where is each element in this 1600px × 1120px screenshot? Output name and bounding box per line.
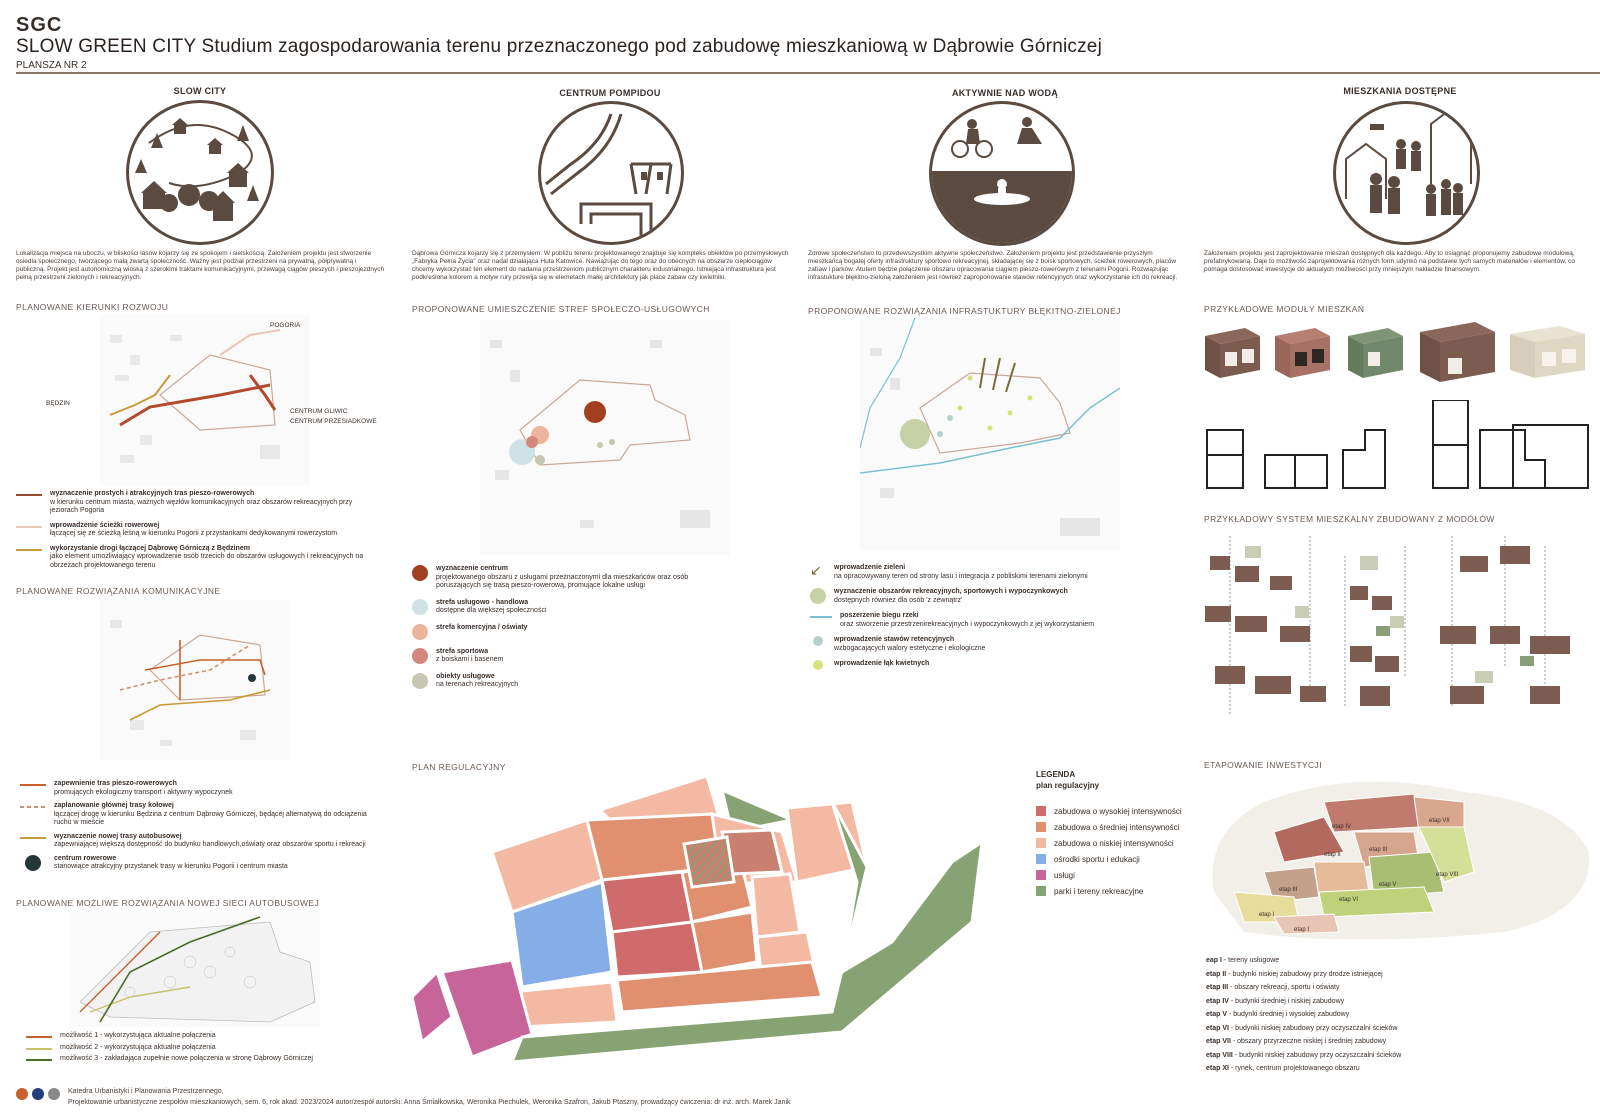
section-title-komunikacja: PLANOWANE ROZWIĄZANIA KOMUNIKACYJNE <box>16 586 221 596</box>
aktywnie-nad-woda-description: Zdrowe społeczeństwo to przedewszystkim aktywne społeczeństwo. Założeniem projektu jest przedstawienie przyszłym mieszkańcą bogatej oferty infrastruktury sportowo rekreacyjnej, składającej się z boisk sportowych, ścieżek rowerowych, placów zabaw i parków. Atutem będzie połączenie obszaru opracowania ciągiem pieszo-rowerowym z terenami Pogorii. Rozwiązując infrastukture błękitno-zieloną założeniem jest również zaproponowanie stawów retencyjnych oraz wykorzystanie ich do rekreacji. <box>808 250 1178 281</box>
legend-swatch <box>26 1059 52 1061</box>
map-autobus <box>70 912 320 1027</box>
legend-title: wyznaczenie centrum <box>436 565 508 572</box>
plan-legend-item <box>1036 870 1216 880</box>
plan-legend-item <box>1036 886 1216 896</box>
legend-swatch <box>1036 822 1046 832</box>
phase-desc: - obszary przyrzeczne niskiej i średniej zabudowy <box>1232 1038 1387 1045</box>
legend-title: poszerzenie biegu rzeki <box>840 612 919 619</box>
legend-kierunki <box>16 490 376 570</box>
phase-key: etap III <box>1206 984 1229 991</box>
legend-item <box>16 545 376 571</box>
legend-strefy <box>412 565 732 690</box>
legend-swatch <box>1036 886 1046 896</box>
legend-desc: dostępne dla większej społeczności <box>436 607 547 614</box>
legend-title: zaplanowanie głównej trasy kołowej <box>54 802 174 809</box>
section-title-etapowanie: ETAPOWANIE INWESTYCJI <box>1204 760 1322 770</box>
phase-item <box>1206 1062 1591 1076</box>
plan-legend-item <box>1036 854 1216 864</box>
phase-key: etap V <box>1206 1011 1228 1018</box>
legend-swatch <box>1036 854 1046 864</box>
legend-swatch <box>1036 806 1046 816</box>
label-bedzin: BĘDZIN <box>46 400 70 407</box>
legend-title: wyznaczenie nowej trasy autobusowej <box>54 832 182 840</box>
legend-label: parki i tereny rekreacyjne <box>1054 886 1144 896</box>
plan-legend-subtitle: plan regulacyjny <box>1036 781 1100 790</box>
legend-title: wykorzystanie drogi łączącej Dąbrowę Górniczą z Będzinem <box>50 544 250 552</box>
map-komunikacja <box>100 600 290 760</box>
legend-swatch <box>20 784 46 786</box>
phase-key: etap XI <box>1206 1065 1229 1072</box>
legend-desc: stanowiące atrakcyjny przystanek trasy w kierunku Pogorii i centrum miasta <box>54 863 288 870</box>
legend-label: możliwość 2 - wykorzystująca aktualne połączenia <box>60 1043 216 1051</box>
legend-label: zabudowa o średniej intensywności <box>1054 822 1180 832</box>
legend-swatch <box>412 565 428 581</box>
phase-key: etap VII <box>1206 1038 1231 1045</box>
legend-desc: jako element umożliwiający wprowadzenie osób trzecich do obszarów usługowych i rekreacyjnych na obrzeżach projektowanego terenu <box>50 553 364 569</box>
phase-item <box>1206 1049 1591 1063</box>
column-title-slow-city: SLOW CITY <box>173 86 227 96</box>
phase-label: etap II <box>1324 852 1341 858</box>
label-centrum-przesiadkowe: CENTRUM PRZESIADKOWE <box>290 418 377 425</box>
plan-legend-item <box>1036 838 1216 848</box>
legend-item <box>26 1044 386 1053</box>
legend-infra <box>810 564 1150 670</box>
legend-label: możliwość 3 - zakładająca zupełnie nowe połączenia w stronę Dąbrowy Górniczej <box>60 1055 313 1062</box>
legend-title: strefa komercyjna / oświaty <box>436 623 528 631</box>
legend-item <box>810 564 1150 581</box>
phase-item <box>1206 954 1591 968</box>
legend-desc: promujących ekologiczny transport i aktywny wypoczynek <box>54 788 233 796</box>
section-title-strefy: PROPONOWANE UMIESZCZENIE STREF SPOŁECZO-USŁUGOWYCH <box>412 304 710 314</box>
legend-desc: wzbogacających walory estetyczne i ekologiczne <box>834 644 986 652</box>
legend-swatch <box>412 673 428 689</box>
legend-desc: oraz stworzenie przestrzenirekreacyjnych i wypoczynkowych z jej wykorzystaniem <box>840 620 1095 628</box>
footer-line-1: Katedra Urbanistyki i Planowania Przestrzennego, <box>68 1088 224 1095</box>
section-title-infra: PROPONOWANE ROZWIĄZANIA INFRASTUKTURY BŁĘKITNO-ZIELONEJ <box>808 306 1121 316</box>
section-title-plan: PLAN REGULACYJNY <box>412 762 506 772</box>
slow-city-illustration <box>126 100 274 245</box>
legend-item <box>20 855 380 872</box>
legend-desc: w kierunku centrum miasta, ważnych węzłów komunikacyjnych oraz obszarów rekreacyjnych przy jeziorach Pogoria <box>50 498 353 514</box>
centrum-pompidou-illustration <box>538 101 684 245</box>
legend-desc: na opracowywany teren od strony lasu i integracja z pobliskimi terenami zielonymi <box>834 572 1088 580</box>
legend-autobus <box>26 1032 386 1064</box>
legend-label: możliwość 1 - wykorzystująca aktualne połączenia <box>60 1032 216 1039</box>
faculty-logo-icon <box>32 1088 44 1100</box>
phase-list <box>1206 954 1591 1076</box>
legend-item <box>810 588 1150 605</box>
mieszkania-dostepne-illustration <box>1333 101 1480 245</box>
legend-title: strefa sportowa <box>436 647 489 655</box>
label-centrum-gliwic: CENTRUM GLIWIC <box>290 408 348 415</box>
department-logo-icon <box>48 1088 60 1100</box>
phase-item <box>1206 968 1591 982</box>
modular-system-diagram <box>1200 526 1590 736</box>
phase-key: etap IV <box>1206 997 1229 1005</box>
legend-label: usługi <box>1054 870 1075 880</box>
phase-desc: - budynki średniej i wysokiej zabudowy <box>1228 1011 1350 1018</box>
phase-desc: - budynki niskiej zabudowy przy oczyszczalni ścieków <box>1234 1051 1402 1059</box>
regulatory-plan <box>412 772 1012 1062</box>
legend-swatch <box>16 526 42 528</box>
legend-item <box>412 648 732 665</box>
legend-desc: łączącej drogę w kierunku Będzina z centrum Dąbrowy Górniczej, będącej alternatywą do odciążenia ruchu w mieście <box>54 810 367 826</box>
legend-swatch <box>813 636 823 646</box>
legend-item <box>20 833 380 850</box>
legend-swatch <box>412 648 428 664</box>
section-title-kierunki: PLANOWANE KIERUNKI ROZWOJU <box>16 302 169 312</box>
legend-desc: z boiskami i basenem <box>436 656 504 663</box>
module-brown <box>1205 328 1260 378</box>
legend-swatch <box>412 599 428 615</box>
legend-item <box>412 599 732 616</box>
centrum-pompidou-description: Dąbrowa Górnicza kojarzy się z przemysłem. W pobliżu terenu projektowanego znajduje się kompleks obiektów po przemysłowych „Fabryka Pełna Życia" oraz nadal działająca Huta Katowice. Nawiązując do tego oraz do obecnych na obszarze ciepłociągów chcemy wykorzystać ten element do nadania przestrzeniom publicznym charakteru industrialnego. Istniejąca infrastruktura jest podkreślona kolorem a motyw rury przewija się w elemetach małej architektury jak place zabaw czy kwietniki. <box>412 250 789 281</box>
phase-label: etap VII <box>1429 818 1450 824</box>
legend-title: wyznaczenie obszarów rekreacyjnych, sportowych i wypoczynkowych <box>834 588 1068 595</box>
legend-item <box>412 673 732 690</box>
legend-swatch <box>26 1036 52 1038</box>
legend-item <box>16 490 376 516</box>
legend-item <box>412 624 732 640</box>
plan-legend-title: LEGENDA <box>1036 770 1076 779</box>
phase-key: eap I <box>1206 957 1222 964</box>
legend-swatch <box>20 806 46 808</box>
legend-title: obiekty usługowe <box>436 672 495 680</box>
footer-logos <box>16 1088 60 1100</box>
legend-swatch <box>412 624 428 640</box>
legend-title: wprowadzenie stawów retencyjnych <box>834 636 955 643</box>
legend-komunikacja <box>20 780 380 872</box>
university-logo-icon <box>16 1088 28 1100</box>
phase-label: etap VI <box>1339 897 1359 903</box>
phase-desc: - budynki średniej i niskiej zabudowy <box>1230 997 1345 1005</box>
phase-desc: - budynki niskiej zabudowy przy drodze istniejącej <box>1228 970 1383 978</box>
legend-desc: dostępnych również dla osób 'z zewnątrz' <box>834 596 963 604</box>
phase-item <box>1206 1035 1591 1049</box>
page-title: SLOW GREEN CITY Studium zagospodarowania terenu przeznaczonego pod zabudowę mieszkaniową w Dąbrowie Górniczej <box>16 36 1102 57</box>
legend-title: strefa usługowo - handlowa <box>436 598 529 606</box>
plan-legend-item <box>1036 806 1216 816</box>
phasing-map <box>1204 772 1594 942</box>
legend-desc: łączącej się ze ścieżką leśną w kierunku Pogorii z przystankami dedykowanymi rowerzystom <box>50 530 338 537</box>
mieszkania-dostepne-description: Założeniem projektu jest zaprojektowanie mieszań dostępnych dla każdego. Aby to osiągnąć proponujemy zabudowe modułową, prefabrykowaną. Daje to możliwość zaprojektowania różnych form udynkó na podstawie tych samych materiałów i elementów, co pomaga dostosować inwestycje do aktualych możliwości przy mniejszym nakładzie finansowym. <box>1204 250 1576 273</box>
modules-row <box>1200 318 1590 388</box>
sheet-number: PLANSZA NR 2 <box>16 60 87 71</box>
plan-legend-item <box>1036 822 1216 832</box>
legend-swatch <box>26 1048 52 1050</box>
phase-item <box>1206 1008 1591 1022</box>
legend-title: zapewnienie tras pieszo-rowerowych <box>54 780 177 787</box>
phase-label: etap I <box>1294 927 1310 933</box>
legend-item <box>20 802 380 828</box>
footer-line-2: Projektowanie urbanistyczne zespołów mieszkaniowych, sem. 6, rok akad. 2023/2024 autor/zespół autorski: Anna Śmiałkowska, Weronika Piechulek, Weronika Szafron, Jakub Ptaszny, prowadzący ćwiczenia: dr inż. arch. Marek Janik <box>68 1099 791 1106</box>
legend-title: wprowadzenie ścieżki rowerowej <box>50 521 160 529</box>
column-title-centrum-pompidou: CENTRUM POMPIDOU <box>559 88 661 98</box>
legend-swatch <box>20 837 46 839</box>
legend-swatch <box>810 588 826 604</box>
header-divider <box>16 72 1600 74</box>
phase-desc: - budynki niskiej zabudowy przy oczyszczalni ścieków <box>1230 1024 1398 1032</box>
map-kierunki-rozwoju <box>100 315 310 485</box>
section-title-system: PRZYKŁADOWY SYSTEM MIESZKALNY ZBUDOWANY Z MODÓŁÓW <box>1204 514 1495 524</box>
legend-label: zabudowa o wysokiej intensywności <box>1054 806 1182 816</box>
label-pogoria: POGORIA <box>270 322 301 329</box>
phase-label: etap V <box>1379 882 1397 888</box>
phase-label: etap III <box>1369 847 1388 853</box>
legend-item <box>20 780 380 797</box>
phase-label: etap IV <box>1332 824 1352 830</box>
legend-label: ośrodki sportu i edukacji <box>1054 854 1140 864</box>
legend-desc: na terenach rekreacyjnych <box>436 681 519 688</box>
legend-swatch <box>16 549 42 551</box>
section-title-moduly: PRZYKŁADOWE MODUŁY MIESZKAŃ <box>1204 304 1365 314</box>
phase-label: etap VIII <box>1436 872 1459 878</box>
legend-title: centrum rowerowe <box>54 854 117 862</box>
phase-desc: - obszary rekreacji, sportu i oświaty <box>1230 984 1340 991</box>
floor-plans <box>1205 400 1590 495</box>
phase-key: etap VI <box>1206 1024 1229 1032</box>
plan-legend <box>1036 770 1216 902</box>
legend-desc: projektowanego obszaru z usługami przeznaczonymi dla mieszkańców oraz osób poruszających się trasą pieszo-rowerową, promujące lokalne usługi <box>436 573 689 589</box>
phase-item <box>1206 995 1591 1009</box>
phase-key: etap VIII <box>1206 1051 1233 1059</box>
legend-swatch <box>813 660 823 670</box>
arrow-icon: ↙ <box>810 562 822 578</box>
column-title-mieszkania-dostepne: MIESZKANIA DOSTĘPNE <box>1343 86 1457 96</box>
legend-item <box>810 612 1150 629</box>
phase-desc: - rynek, centrum projektowanego obszaru <box>1230 1065 1360 1072</box>
phase-desc: - tereny usługowe <box>1223 957 1280 964</box>
legend-item <box>16 522 376 539</box>
phase-item <box>1206 1022 1591 1036</box>
project-acronym: SGC <box>16 14 63 36</box>
legend-title: wprowadzenie zieleni <box>834 564 906 571</box>
aktywnie-nad-woda-illustration <box>929 101 1075 246</box>
legend-swatch <box>16 494 42 496</box>
legend-item <box>26 1055 386 1064</box>
legend-swatch <box>1036 870 1046 880</box>
legend-item <box>412 565 732 591</box>
legend-title: wyznaczenie prostych i atrakcyjnych tras pieszo-rowerowych <box>50 490 255 497</box>
map-infra <box>860 318 1120 550</box>
legend-item <box>26 1032 386 1041</box>
section-title-autobus: PLANOWANE MOŻLIWE ROZWIĄZANIA NOWEJ SIECI AUTOBUSOWEJ <box>16 898 320 908</box>
legend-swatch <box>25 855 41 871</box>
legend-title: wprowadzenie łąk kwietnych <box>834 660 930 667</box>
legend-desc: zapewniającej większą dostępność do budynku handlowych,oświaty oraz obszarów sportu i rekreacji <box>54 841 366 848</box>
phase-label: etap III <box>1279 887 1298 893</box>
legend-label: zabudowa o niskiej intensywności <box>1054 838 1174 848</box>
legend-swatch <box>810 616 832 618</box>
map-strefy <box>480 320 730 555</box>
column-title-aktywnie-nad-woda: AKTYWNIE NAD WODĄ <box>951 88 1059 98</box>
legend-swatch <box>1036 838 1046 848</box>
phase-key: etap II <box>1206 970 1227 978</box>
phase-item <box>1206 981 1591 995</box>
legend-item <box>810 636 1150 653</box>
slow-city-description: Lokalizacja miejsca na uboczu, w bliskości lasów kojarzy się ze spokojem i sielskością. Założeniem projektu jest stworzenie osiedla społecznego, tworzącego małą zwartą społeczność. Ważny jest podział przestrzeni na prywatną, półprywatną i publiczną. Projekt jest autonomiczną wioską z szerokimi traktami komunikacyjnymi, przewagą ciągów pieszych i pieszojezdnych pełną przestrzeni zielonych i rekreacyjnych. <box>16 250 385 281</box>
legend-item <box>810 660 1150 670</box>
phase-label: etap I <box>1259 912 1275 918</box>
